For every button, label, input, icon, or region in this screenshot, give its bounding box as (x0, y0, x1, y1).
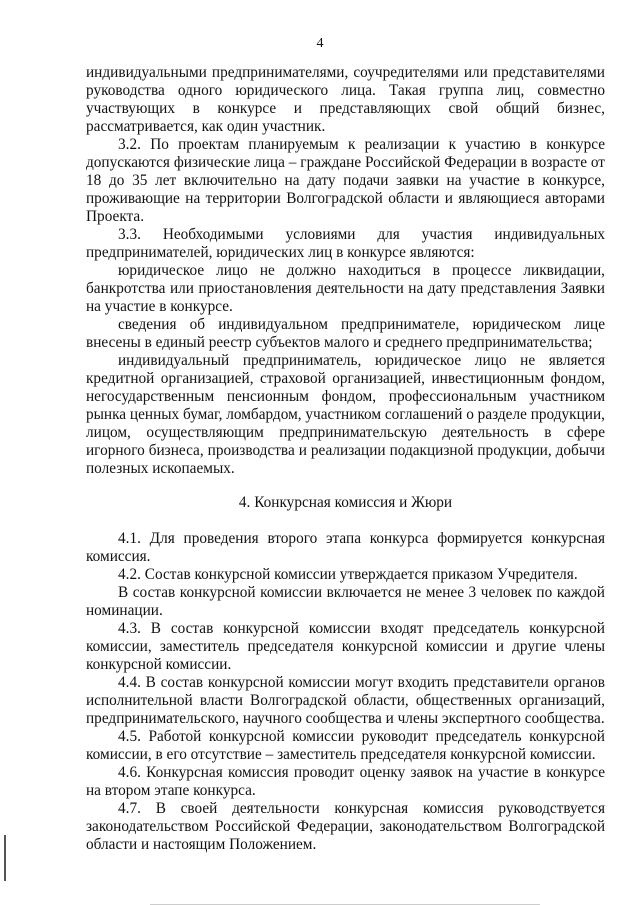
paragraph: 4.1. Для проведения второго этапа конкурса формируется конкурсная комиссия. (86, 530, 605, 565)
paragraph: сведения об индивидуальном предпринимателе, юридическом лице внесены в единый реестр субъектов малого и среднего предпринимательства; (86, 316, 605, 351)
page-number: 4 (316, 36, 324, 51)
section-3-paragraphs (86, 64, 605, 478)
scan-margin-mark (4, 835, 6, 881)
paragraph: 4.5. Работой конкурсной комиссии руководит председатель конкурсной комиссии, в его отсутствие – заместитель председателя конкурсной комиссии. (86, 728, 605, 763)
paragraph: 4.7. В своей деятельности конкурсная комиссия руководствуется законодательством Российской Федерации, законодательством Волгоградской области и настоящим Положением. (86, 800, 605, 853)
paragraph: 3.2. По проектам планируемым к реализации к участию в конкурсе допускаются физические лица – граждане Российской Федерации в возрасте от 18 до 35 лет включительно на дату подачи заявки на участие в конкурсе, проживающие на территории Волгоградской области и являющиеся авторами Проекта. (86, 136, 605, 225)
paragraph: индивидуальными предпринимателями, соучредителями или представителями руководства одного юридического лица. Такая группа лиц, совместно участвующих в конкурсе и представляющих свой общий бизнес, рассматривается, как один участник. (86, 64, 605, 135)
paragraph: 4.3. В состав конкурсной комиссии входят председатель конкурсной комиссии, заместитель председателя конкурсной комиссии и другие члены конкурсной комиссии. (86, 620, 605, 673)
paragraph: 4.2. Состав конкурсной комиссии утверждается приказом Учредителя. (118, 566, 578, 583)
paragraph: 4.6. Конкурсная комиссия проводит оценку заявок на участие в конкурсе на втором этапе конкурса. (86, 764, 605, 799)
section-heading: 4. Конкурсная комиссия и Жюри (238, 494, 453, 511)
paragraph: 4.4. В состав конкурсной комиссии могут входить представители органов исполнительной власти Волгоградской области, общественных организаций, предпринимательского, научного сообщества и члены экспертного сообщества. (86, 674, 605, 727)
paragraph: В состав конкурсной комиссии включается не менее 3 человек по каждой номинации. (86, 584, 605, 619)
document-body (86, 64, 605, 854)
paragraph: 3.3. Необходимыми условиями для участия индивидуальных предпринимателей, юридических лиц в конкурсе являются: (86, 226, 605, 261)
paragraph: индивидуальный предприниматель, юридическое лицо не является кредитной организацией, страховой организацией, инвестиционным фондом, негосударственным пенсионным фондом, профессиональным участником рынка ценных бумаг, ломбардом, участником соглашений о разделе продукции, лицом, осуществляющим предпринимательскую деятельность в сфере игорного бизнеса, производства и реализации подакцизной продукции, добычи полезных ископаемых. (86, 352, 605, 477)
paragraph: юридическое лицо не должно находиться в процессе ликвидации, банкротства или приостановления деятельности на дату представления Заявки на участие в конкурсе. (86, 262, 605, 315)
section-4-paragraphs (86, 530, 605, 854)
